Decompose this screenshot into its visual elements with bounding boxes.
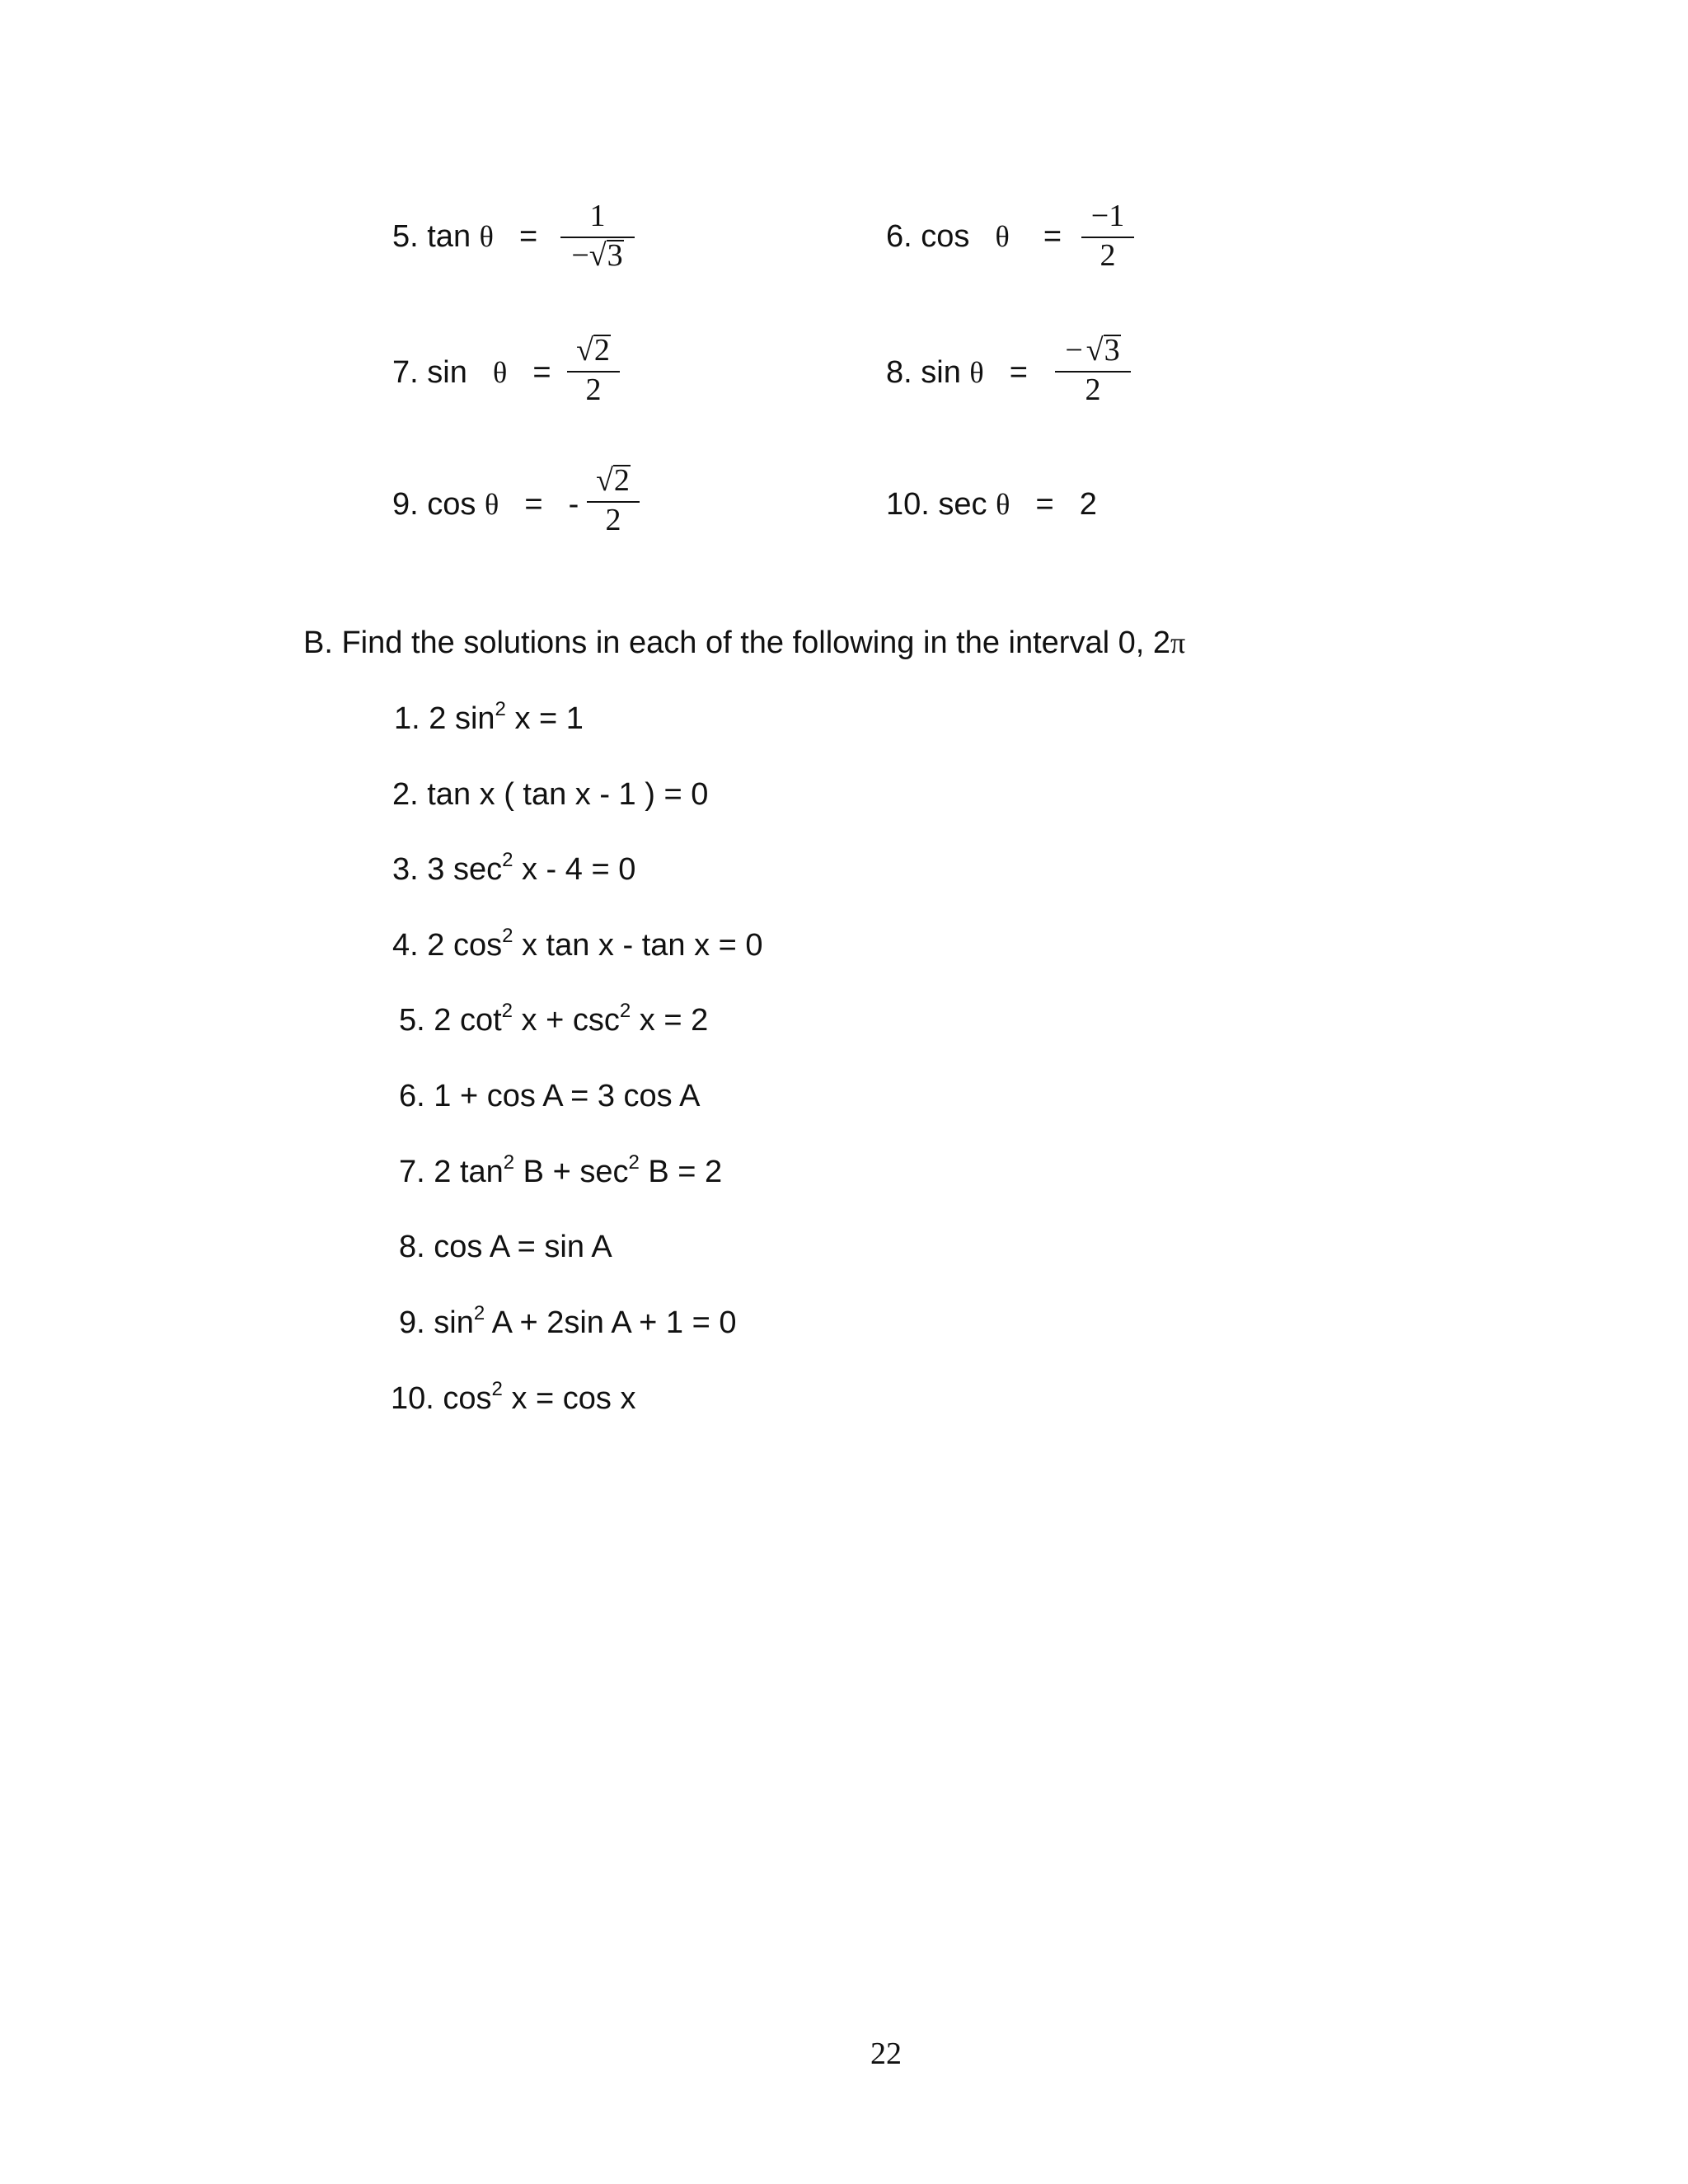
b-item-4: 4. 2 $\cos^2 x$ tan x - tan x = 0: [392, 925, 763, 963]
equals-sign: =: [1035, 487, 1054, 522]
q9-numerator: √2: [596, 463, 630, 498]
q5-denominator: −√3: [571, 238, 623, 273]
b-item-1: 1. 2 $\sin^2 x = 1$: [394, 698, 584, 736]
theta-symbol: θ: [996, 488, 1010, 521]
minus-sign: -: [568, 487, 579, 522]
b-item-8: 8. cos A = sin A: [399, 1230, 612, 1264]
section-b-heading: [303, 625, 1185, 661]
b-item-10: 10. $\cos^2 x = \cos x$: [391, 1378, 636, 1416]
equals-sign: =: [519, 219, 538, 254]
q9-fraction: [587, 464, 640, 546]
q5-label: 5. tan: [392, 219, 471, 254]
q6-denominator: 2: [1100, 238, 1116, 273]
b-item-2: 2. tan x ( tan x - 1 ) = 0: [392, 777, 709, 812]
q10: [886, 486, 1097, 523]
q8-denominator: 2: [1085, 373, 1101, 407]
page-number: 22: [870, 2036, 902, 2071]
q8-numerator: − √3: [1065, 333, 1120, 368]
b-item-7: 7. 2 $\tan^2 B + \sec^2 B = 2$: [399, 1151, 723, 1189]
q5-numerator: 1: [589, 199, 606, 233]
b-item-5: 5. 2 $\cot^2 x + \csc^2 x = 2$: [399, 1000, 709, 1038]
heading-text: B. Find the solutions in each of the following in the interval 0, 2: [303, 626, 1170, 660]
b-item-6: 6. 1 + cos A = 3 cos A: [399, 1079, 701, 1113]
q7-label: 7. sin: [392, 355, 467, 390]
theta-symbol: θ: [969, 356, 984, 389]
b-item-3: 3. 3 $\sec^2 x - 4 = 0$: [392, 849, 636, 887]
q8-fraction: [1055, 334, 1131, 416]
theta-symbol: θ: [995, 220, 1010, 253]
q9-denominator: 2: [605, 503, 621, 537]
q8-lhs: [886, 354, 1028, 391]
q5-fraction: [560, 199, 635, 282]
q8-label: 8. sin: [886, 355, 961, 390]
q10-value: 2: [1079, 487, 1097, 522]
q5-lhs: [392, 218, 537, 255]
theta-symbol: θ: [484, 488, 499, 521]
q7-numerator: √2: [576, 333, 610, 368]
equals-sign: =: [532, 355, 551, 390]
q6-lhs: [886, 218, 1062, 255]
b-item-9: 9. $\sin^2 A + 2\sin$ A + 1 = 0: [399, 1302, 737, 1340]
equals-sign: =: [1043, 219, 1062, 254]
theta-symbol: θ: [479, 220, 494, 253]
q10-label: 10. sec: [886, 487, 987, 522]
theta-symbol: θ: [492, 356, 508, 389]
q7-lhs: [392, 354, 551, 391]
pi-symbol: π: [1170, 626, 1186, 659]
q9-lhs: [392, 486, 579, 523]
q9-label: 9. cos: [392, 487, 476, 522]
equals-sign: =: [1009, 355, 1028, 390]
q6-fraction: [1081, 199, 1134, 282]
q6-numerator: −1: [1090, 199, 1125, 233]
q7-fraction: [567, 334, 620, 416]
q7-denominator: 2: [585, 373, 602, 407]
equals-sign: =: [524, 487, 543, 522]
q6-label: 6. cos: [886, 219, 970, 254]
